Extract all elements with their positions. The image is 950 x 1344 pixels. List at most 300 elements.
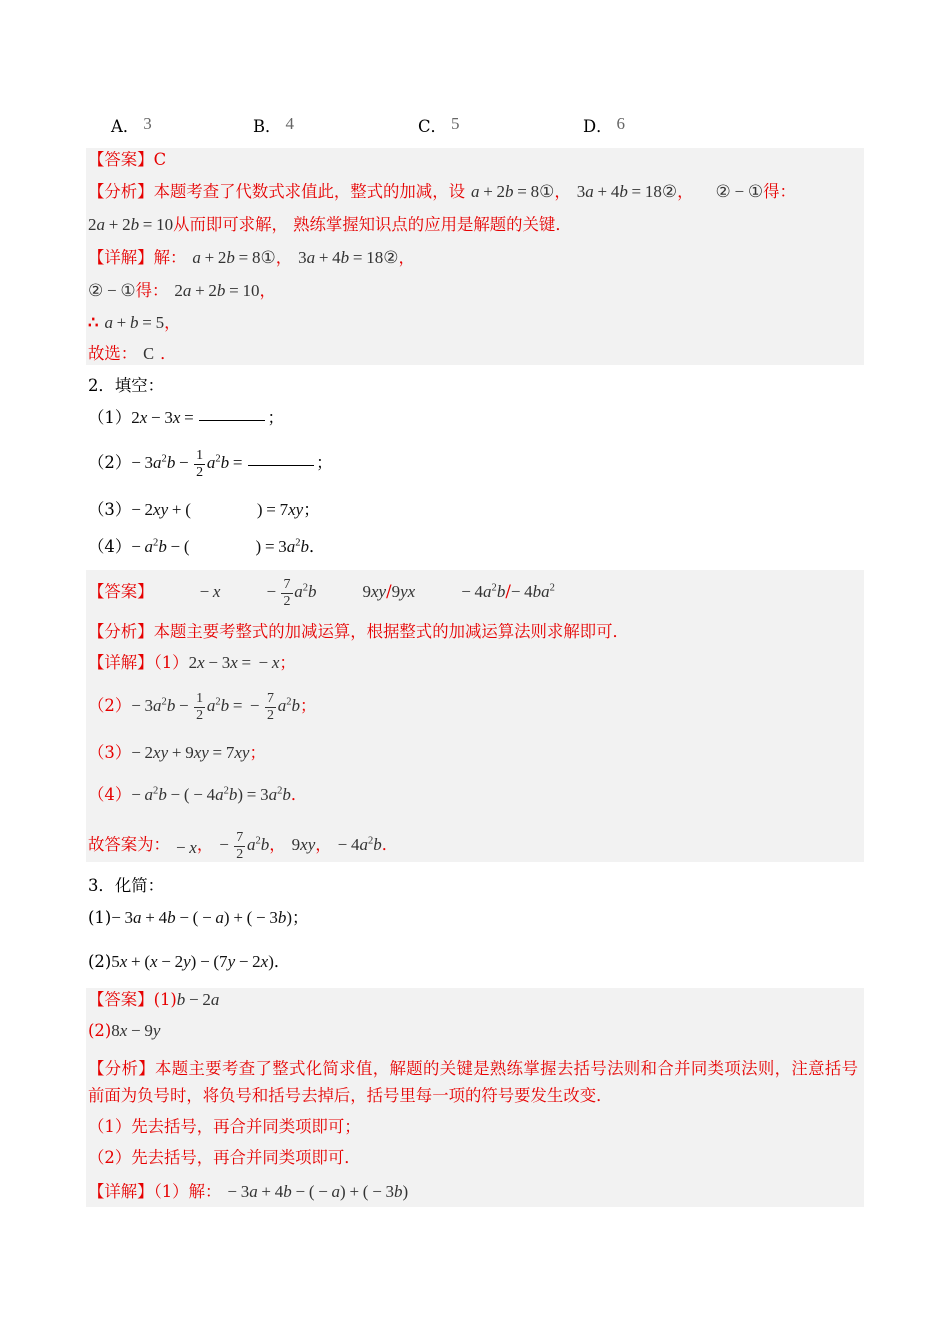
punct: ；: [303, 500, 320, 519]
math-text: ): [340, 1182, 346, 1201]
equation-sum: [174, 281, 259, 300]
math-operator: +: [349, 1182, 360, 1201]
math-variable: b: [505, 182, 514, 201]
q1-detail-line-2: [88, 279, 276, 303]
math-text: ②: [88, 281, 104, 300]
punct: ，: [275, 248, 293, 267]
math-text: 9: [391, 582, 401, 601]
equation-diff: [716, 182, 764, 201]
choice-label: 故选：: [88, 344, 138, 363]
expression-left: [131, 537, 189, 556]
fraction-numerator: [234, 830, 245, 846]
math-text: 2: [367, 835, 374, 847]
math-operator: −: [258, 653, 269, 672]
math-variable: a: [268, 785, 278, 804]
math-text: 2: [286, 696, 292, 708]
expression: [131, 448, 246, 480]
math-variable: a: [277, 696, 287, 715]
math-variable: a: [215, 785, 224, 804]
math-operator: −: [266, 582, 277, 601]
punct: ，: [554, 182, 571, 201]
math-text: 4: [332, 248, 341, 267]
option-value: [143, 114, 152, 133]
math-variable: b: [619, 182, 628, 201]
math-variable: x: [260, 952, 269, 971]
q1-solution-box: [86, 148, 864, 365]
math-operator: −: [161, 952, 171, 971]
math-operator: −: [189, 990, 199, 1009]
q1-choice-line: [88, 342, 177, 366]
math-operator: −: [510, 582, 521, 601]
math-variable: b: [277, 908, 287, 927]
q2-analysis-line: [88, 620, 629, 644]
punct: ．: [309, 537, 326, 556]
choice-value: C: [143, 344, 155, 363]
math-operator: −: [179, 696, 189, 715]
math-text: 2: [196, 464, 204, 480]
punct: ．: [273, 952, 291, 971]
math-text: ): [255, 537, 262, 556]
q1-analysis-line: [88, 180, 796, 204]
q3-analysis-line-2: 前面为负号时，将负号和括号去掉后，括号里每一项的符号要发生改变．: [88, 1086, 613, 1105]
q2-detail-2: [88, 688, 316, 724]
math-variable: b: [308, 582, 317, 601]
math-variable: xy: [193, 743, 209, 762]
option-a: [111, 115, 152, 139]
math-variable: a: [144, 537, 154, 556]
math-text: 1: [196, 691, 204, 707]
math-operator: +: [318, 248, 329, 267]
analysis-label: 【分析】: [88, 1059, 155, 1078]
math-variable: a: [192, 248, 201, 267]
math-text: 3: [144, 696, 154, 715]
final-label: 故答案为：: [88, 835, 170, 854]
q3-answer-line-1: [88, 988, 219, 1012]
math-operator: =: [241, 653, 252, 672]
math-variable: a: [104, 313, 113, 332]
punct: ；: [267, 408, 284, 427]
math-variable: b: [496, 582, 506, 601]
math-variable: b: [340, 248, 350, 267]
math-text: ): [256, 500, 263, 519]
math-text: ): [286, 908, 293, 927]
math-text: 5: [111, 952, 120, 971]
math-text: 2: [88, 215, 97, 234]
math-variable: a: [306, 248, 316, 267]
math-text: 8①: [530, 182, 555, 201]
math-variable: a: [182, 281, 192, 300]
math-text: 18②: [366, 248, 399, 267]
math-text: 2: [161, 453, 167, 465]
math-text: 2: [144, 500, 154, 519]
math-variable: a: [294, 582, 303, 601]
q3-detail-line: [88, 1180, 408, 1204]
q3-answer-line-2: [88, 1019, 160, 1043]
math-text: 4: [610, 182, 620, 201]
math-text: 2: [122, 215, 131, 234]
math-text: 2: [153, 785, 159, 797]
math-text: 3: [576, 182, 586, 201]
math-operator: −: [131, 785, 141, 804]
math-operator: =: [212, 743, 223, 762]
item-number: （3）: [88, 500, 132, 519]
answer-3: [363, 582, 387, 601]
final-1: [176, 838, 197, 857]
math-variable: a: [206, 453, 216, 472]
answer-label: 【答案】: [88, 582, 154, 601]
math-operator: +: [171, 743, 182, 762]
option-label: B．: [253, 117, 282, 136]
math-variable: a: [249, 1182, 258, 1201]
item-number: (1): [88, 908, 112, 927]
expression-right: [257, 500, 303, 519]
math-operator: −: [179, 908, 189, 927]
answer-label: 【答案】: [88, 150, 154, 169]
punct: ，: [164, 313, 181, 332]
math-text: 1: [196, 448, 204, 464]
option-label: D．: [583, 117, 613, 136]
punct: ；: [316, 453, 333, 472]
math-variable: a: [286, 537, 296, 556]
math-operator: =: [264, 537, 275, 556]
math-variable: a: [144, 785, 154, 804]
expression: [189, 653, 280, 672]
answer-value: C: [153, 150, 167, 169]
math-operator: =: [142, 313, 152, 332]
math-text: ): [268, 952, 274, 971]
math-variable: ba: [532, 582, 550, 601]
detail-text: 解：: [153, 248, 187, 267]
punct: ，: [315, 835, 332, 854]
item-number: (2): [88, 1021, 112, 1040]
math-variable: a: [585, 182, 594, 201]
fill-blank: [199, 406, 265, 421]
math-operator: =: [352, 248, 363, 267]
math-text: 2: [144, 743, 154, 762]
math-operator: =: [184, 408, 194, 427]
math-operator: −: [179, 453, 189, 472]
math-operator: +: [204, 248, 215, 267]
expression: [131, 408, 197, 427]
math-variable: y: [152, 1021, 161, 1040]
expression: [131, 691, 300, 723]
math-variable: b: [176, 990, 186, 1009]
q2-detail-1: [88, 651, 296, 675]
punct: ，: [398, 248, 415, 267]
math-fraction: [194, 448, 205, 480]
analysis-text: 本题主要考查了整式化简求值，解题的关键是熟练掌握去括号法则和合并同类项法则，注意括号: [155, 1059, 859, 1078]
expression: [131, 785, 291, 804]
math-operator: −: [131, 537, 141, 556]
math-superscript: [550, 583, 555, 594]
math-text: 4: [524, 582, 533, 601]
q2-item-3: [88, 498, 320, 522]
item-number: （2）: [88, 453, 132, 472]
math-text: 2: [161, 696, 167, 708]
option-d: [583, 115, 625, 139]
math-text: 2: [223, 785, 229, 797]
q3-title: 3．化简：: [88, 876, 164, 895]
math-text: 9: [144, 1021, 153, 1040]
detail-label: 【详解】: [88, 653, 154, 672]
detail-text: 得：: [135, 281, 169, 300]
option-label: C．: [418, 117, 447, 136]
punct: ；: [292, 908, 309, 927]
math-text: (: [308, 1182, 315, 1201]
math-variable: x: [119, 1021, 128, 1040]
q3-analysis-line-1: [88, 1057, 858, 1081]
punct: ；: [279, 653, 296, 672]
math-text: 4: [474, 582, 484, 601]
math-fraction: [194, 691, 205, 723]
answer-label: 【答案】: [88, 990, 154, 1009]
answer-expression: [111, 1021, 160, 1040]
math-fraction: [234, 830, 245, 862]
math-variable: a: [215, 908, 224, 927]
math-text: (: [185, 500, 191, 519]
math-text: 8: [111, 1021, 120, 1040]
math-operator: −: [238, 952, 249, 971]
math-variable: a: [470, 182, 480, 201]
math-text: 5: [155, 313, 165, 332]
math-text: 3: [164, 408, 173, 427]
math-operator: −: [151, 408, 161, 427]
math-text: ): [223, 908, 230, 927]
math-operator: =: [517, 182, 527, 201]
expression: [111, 908, 292, 927]
math-variable: x: [271, 653, 280, 672]
option-value: [617, 114, 626, 133]
math-text: 9: [185, 743, 194, 762]
q2-final-answer-line: [88, 827, 398, 863]
q2-detail-3: [88, 741, 266, 765]
math-text: 3: [260, 785, 269, 804]
punct: ，: [677, 182, 694, 201]
math-operator: =: [232, 453, 243, 472]
fraction-denominator: [194, 465, 205, 480]
math-variable: xy: [234, 743, 250, 762]
fraction-denominator: [234, 847, 245, 862]
analysis-text: 本题主要考整式的加减运算，根据整式的加减运算法则求解即可．: [153, 622, 629, 641]
math-variable: b: [260, 835, 270, 854]
fraction-denominator: [194, 708, 205, 723]
math-operator: +: [108, 215, 119, 234]
math-text: 3: [143, 114, 152, 133]
analysis-paragraph-line: [88, 1057, 858, 1081]
detail-label: 【详解】: [88, 248, 154, 267]
math-operator: −: [111, 908, 121, 927]
math-text: 2: [491, 582, 497, 594]
math-variable: b: [282, 785, 291, 804]
punct: ，: [196, 835, 214, 854]
math-operator: −: [372, 1182, 382, 1201]
equation-diff: [88, 281, 136, 300]
math-text: 2: [255, 835, 261, 847]
option-label: A．: [111, 117, 140, 136]
math-variable: b: [300, 537, 310, 556]
math-fraction: [265, 691, 276, 723]
q2-item-1: [88, 406, 284, 430]
math-text: 2: [217, 248, 227, 267]
math-variable: b: [166, 453, 176, 472]
final-2: [219, 830, 270, 862]
punct: ；: [249, 743, 266, 762]
q2-solution-box: [86, 570, 864, 862]
math-variable: b: [394, 1182, 403, 1201]
math-operator: +: [233, 908, 243, 927]
math-operator: +: [597, 182, 608, 201]
math-operator: −: [256, 908, 266, 927]
q3-analysis-line-4: （2）先去括号，再合并同类项即可．: [88, 1148, 361, 1167]
therefore-symbol: ∴: [88, 313, 99, 332]
answer-2: [266, 577, 317, 609]
math-variable: b: [158, 785, 167, 804]
math-operator: −: [131, 1021, 141, 1040]
math-text: 10: [156, 215, 174, 234]
item-number: （2）: [88, 696, 132, 715]
q1-detail-line-3: [88, 311, 180, 335]
equation-2: [298, 248, 398, 267]
math-operator: −: [227, 1182, 237, 1201]
math-variable: b: [167, 908, 176, 927]
math-variable: x: [197, 653, 205, 672]
math-text: 3: [221, 653, 231, 672]
expression-left: [131, 500, 191, 519]
math-operator: −: [337, 835, 348, 854]
math-text: 4: [285, 114, 294, 133]
item-number: （1）: [153, 653, 189, 672]
math-operator: −: [170, 537, 181, 556]
answer-expression: [177, 990, 220, 1009]
math-text: ): [237, 785, 244, 804]
math-text: 2: [283, 593, 291, 609]
q2-item-2: [88, 445, 333, 481]
math-text: 2: [302, 582, 308, 594]
math-operator: =: [631, 182, 642, 201]
math-text: 2: [266, 707, 274, 723]
math-text: 3: [144, 453, 154, 472]
math-text: (: [183, 785, 190, 804]
option-value: [285, 114, 294, 133]
math-text: (: [183, 537, 190, 556]
q3-item-2: [88, 950, 290, 974]
analysis-text: 得：: [763, 182, 796, 201]
math-operator: =: [232, 696, 243, 715]
math-text: 2: [277, 785, 283, 797]
math-operator: −: [131, 743, 141, 762]
math-text: 2: [215, 696, 221, 708]
math-text: 3: [278, 537, 287, 556]
math-text: (7: [213, 952, 228, 971]
math-operator: −: [202, 908, 212, 927]
q3-solution-box: [86, 988, 864, 1207]
expression: [111, 952, 274, 971]
math-operator: −: [219, 835, 229, 854]
math-operator: =: [229, 281, 239, 300]
q1-detail-line: [88, 246, 415, 270]
punct: ，: [259, 281, 276, 300]
math-variable: xy: [371, 582, 387, 601]
math-text: 7: [236, 830, 244, 846]
math-variable: a: [359, 835, 368, 854]
math-variable: b: [158, 537, 167, 556]
math-operator: −: [200, 952, 210, 971]
fill-blank: [248, 451, 314, 466]
answer-1: [200, 582, 221, 601]
math-text: 3: [240, 1182, 250, 1201]
math-text: 2: [252, 952, 261, 971]
math-text: 5: [450, 114, 460, 133]
analysis-text: 本题考查了代数式求值此，整式的加减，设: [153, 182, 465, 201]
math-text: 7: [279, 500, 289, 519]
math-operator: −: [208, 653, 218, 672]
fraction-denominator: [265, 708, 276, 723]
math-variable: a: [210, 990, 220, 1009]
item-number: （3）: [88, 743, 132, 762]
math-operator: −: [106, 281, 117, 300]
math-text: 8①: [251, 248, 276, 267]
math-text: (: [362, 1182, 369, 1201]
math-variable: a: [96, 215, 105, 234]
math-text: 4: [350, 835, 360, 854]
analysis-label: 【分析】: [88, 182, 154, 201]
math-operator: −: [131, 453, 141, 472]
equation-result: [104, 313, 164, 332]
fraction-numerator: [265, 691, 276, 707]
math-text: ): [402, 1182, 409, 1201]
math-text: 2: [174, 952, 184, 971]
math-text: ①: [747, 182, 764, 201]
fraction-numerator: [194, 448, 205, 464]
option-c: [418, 115, 459, 139]
alternative-separator: /: [505, 582, 511, 601]
math-variable: x: [139, 408, 148, 427]
math-operator: =: [246, 785, 257, 804]
math-variable: a: [331, 1182, 341, 1201]
math-operator: −: [295, 1182, 306, 1201]
math-operator: +: [195, 281, 205, 300]
math-text: (: [246, 908, 253, 927]
math-text: 2: [236, 846, 244, 862]
math-variable: b: [220, 696, 230, 715]
q2-item-4: [88, 535, 325, 559]
math-variable: xy: [153, 743, 169, 762]
q2-answer-line: [88, 574, 555, 610]
fraction-numerator: [194, 691, 205, 707]
math-text: 3: [385, 1182, 395, 1201]
math-text: 4: [206, 785, 216, 804]
expression: [227, 1182, 408, 1201]
math-variable: y: [183, 952, 191, 971]
fraction-denominator: [281, 594, 292, 609]
analysis-text: 从而即可求解， 熟练掌握知识点的应用是解题的关键．: [173, 215, 572, 234]
math-variable: xy: [300, 835, 316, 854]
math-variable: x: [230, 653, 238, 672]
math-text: 3: [298, 248, 307, 267]
equation-1: [471, 182, 554, 201]
math-variable: x: [189, 838, 197, 857]
math-variable: a: [153, 453, 162, 472]
math-text: 7: [283, 577, 291, 593]
math-operator: −: [131, 696, 141, 715]
math-variable: b: [226, 248, 235, 267]
math-variable: xy: [153, 500, 169, 519]
math-text: 2: [549, 582, 555, 594]
answer-4-alt: [511, 582, 555, 601]
equation-2: [577, 182, 677, 201]
punct: ．: [160, 344, 177, 363]
answer-4: [461, 582, 505, 601]
